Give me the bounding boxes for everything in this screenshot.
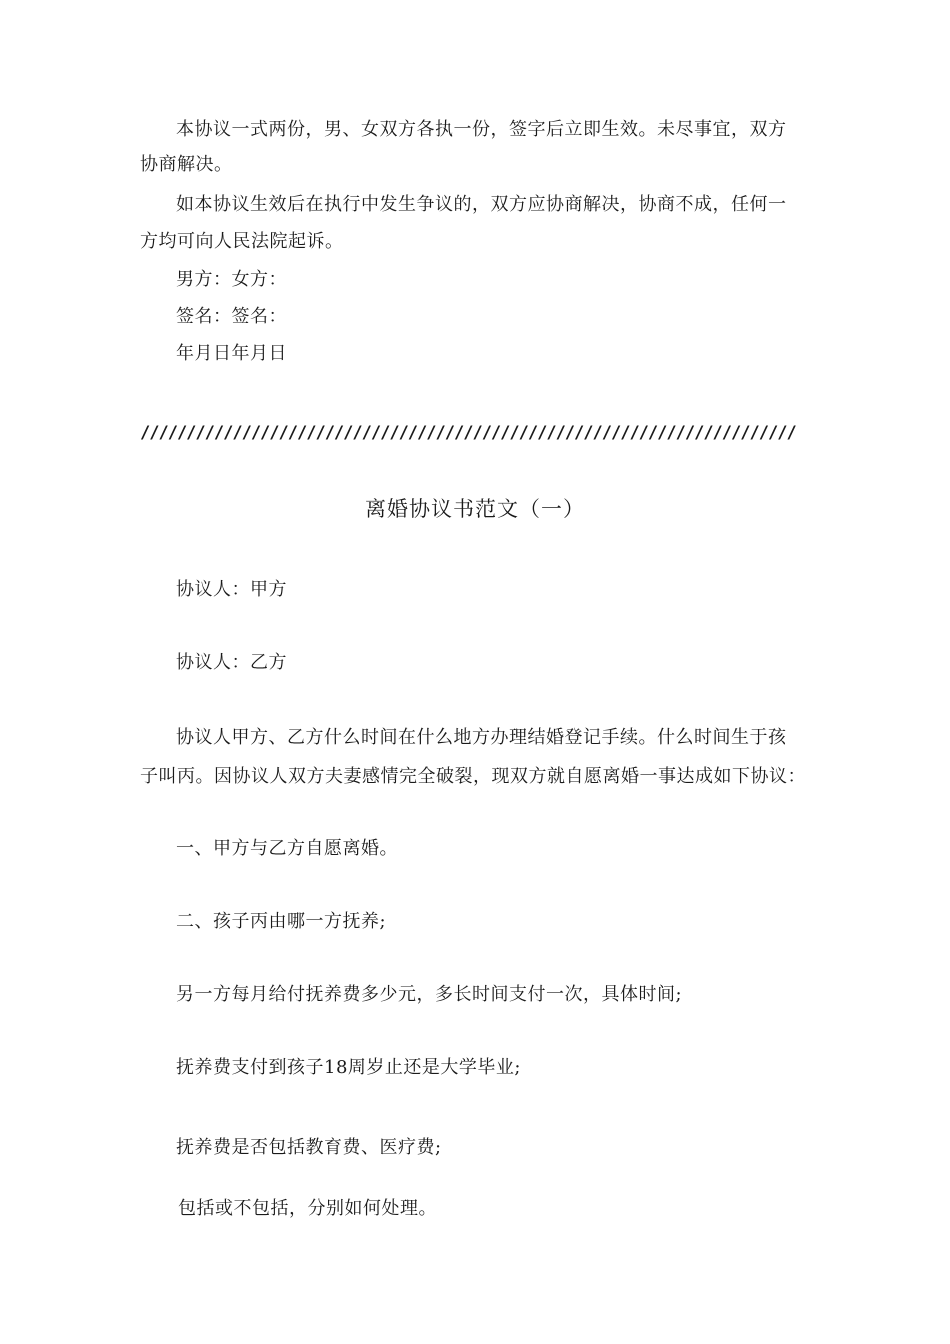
paragraph-copies-line-1: 本协议一式两份，男、女双方各执一份，签字后立即生效。未尽事宜，双方: [176, 119, 787, 140]
section-divider: ///////////////////////////////////////////////////////////////////////: [140, 423, 796, 443]
clause-2-support-duration: 抚养费支付到孩子18周岁止还是大学毕业;: [176, 1057, 521, 1078]
paragraph-copies-line-2: 协商解决。: [140, 154, 233, 175]
signature-line: 签名：签名：: [176, 306, 287, 327]
clause-2-support-handling: 包括或不包括，分别如何处理。: [178, 1198, 437, 1219]
intro-line-2: 子叫丙。因协议人双方夫妻感情完全破裂，现双方就自愿离婚一事达成如下协议：: [140, 766, 806, 787]
clause-1: 一、甲方与乙方自愿离婚。: [176, 838, 398, 859]
date-line: 年月日年月日: [176, 343, 287, 364]
clause-2: 二、孩子丙由哪一方抚养;: [176, 911, 387, 932]
paragraph-dispute-line-2: 方均可向人民法院起诉。: [140, 231, 344, 252]
party-a-line: 协议人：甲方: [176, 579, 287, 600]
document-title: 离婚协议书范文（一）: [365, 497, 585, 521]
clause-2-support-scope: 抚养费是否包括教育费、医疗费;: [176, 1137, 442, 1158]
parties-line: 男方：女方：: [176, 269, 287, 290]
intro-line-1: 协议人甲方、乙方什么时间在什么地方办理结婚登记手续。什么时间生于孩: [176, 727, 787, 748]
party-b-line: 协议人：乙方: [176, 652, 287, 673]
paragraph-dispute-line-1: 如本协议生效后在执行中发生争议的，双方应协商解决，协商不成，任何一: [176, 194, 787, 215]
clause-2-support-amount: 另一方每月给付抚养费多少元，多长时间支付一次，具体时间;: [176, 984, 683, 1005]
